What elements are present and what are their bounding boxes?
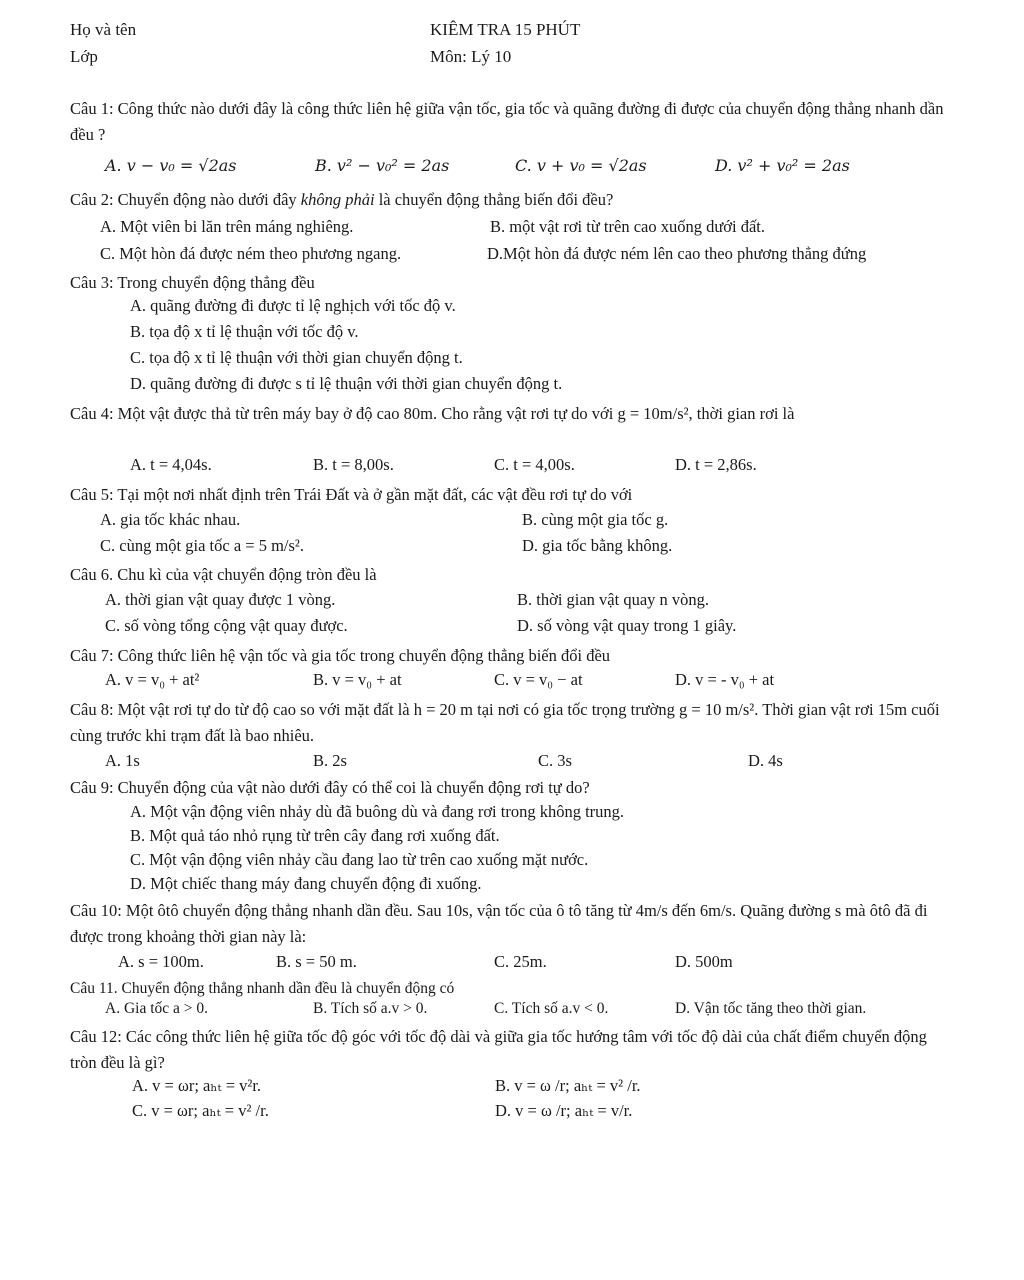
- option-a: A. Gia tốc a > 0.: [105, 1000, 209, 1017]
- option-c: C. 25m.: [494, 952, 547, 971]
- option-b: B. v = ω /r; aₕₜ = v² /r.: [495, 1076, 641, 1095]
- option-b: B. cùng một gia tốc g.: [522, 510, 669, 529]
- name-label: Họ và tên: [70, 20, 137, 39]
- option-c: C. t = 4,00s.: [494, 455, 575, 474]
- option-b: B. một vật rơi từ trên cao xuống dưới đất.: [490, 217, 765, 236]
- option-b: B. Một quả táo nhỏ rụng từ trên cây đang rơi xuống đất.: [130, 826, 500, 845]
- option-d: D. Một chiếc thang máy đang chuyển động đi xuống.: [130, 874, 482, 893]
- question-7: Câu 7: Công thức liên hệ vận tốc và gia tốc trong chuyển động thẳng biến đổi đều: [70, 646, 611, 665]
- question-1-options: [0, 156, 900, 180]
- option-b: B. s = 50 m.: [276, 952, 357, 971]
- exam-title: KIÊM TRA 15 PHÚT: [430, 20, 581, 39]
- option-a: A. Một vận động viên nhảy dù đã buông dù và đang rơi trong không trung.: [130, 802, 625, 821]
- question-8: Câu 8: Một vật rơi tự do từ độ cao so với mặt đất là h = 20 m tại nơi có gia tốc trọng trường g = 10 m/s². Thời gian vật rơi 15m cuối cùng trước khi trạm đất là bao nhiêu.: [70, 700, 940, 745]
- option-b: B. t = 8,00s.: [313, 455, 394, 474]
- option-d: D. gia tốc bằng không.: [522, 536, 673, 555]
- option-c: C. số vòng tổng cộng vật quay được.: [105, 616, 348, 635]
- question-10: Câu 10: Một ôtô chuyển động thẳng nhanh dần đều. Sau 10s, vận tốc của ô tô tăng từ 4m/s đến 6m/s. Quãng đường s mà ôtô đã đi được trong khoảng thời gian này là:: [70, 901, 928, 946]
- question-2-text-start: Câu 2: Chuyển động nào dưới đây: [70, 190, 301, 209]
- option-b: B. 2s: [313, 751, 347, 770]
- question-3-option-b-row: [0, 322, 900, 346]
- question-10-options: [0, 952, 900, 976]
- question-8-options: [0, 751, 900, 775]
- option-d: D. v² + v₀² = 2as: [715, 156, 850, 175]
- option-a: A. gia tốc khác nhau.: [100, 510, 241, 529]
- question-5-options-row-2: [0, 536, 900, 560]
- option-d: D. Vận tốc tăng theo thời gian.: [675, 1000, 867, 1017]
- option-a: A. v − v₀ = √2as: [105, 156, 237, 175]
- question-9-option-d-row: [0, 874, 900, 898]
- option-c: C. tọa độ x tỉ lệ thuận với thời gian chuyển động t.: [130, 348, 463, 367]
- option-a: A. t = 4,04s.: [130, 455, 212, 474]
- option-d: D. v = ω /r; aₕₜ = v/r.: [495, 1101, 633, 1120]
- option-c: C. Một vận động viên nhảy cầu đang lao từ trên cao xuống mặt nước.: [130, 850, 589, 869]
- option-d: D. 500m: [675, 952, 733, 971]
- option-d: D.Một hòn đá được ném lên cao theo phương thẳng đứng: [487, 244, 867, 263]
- option-c: C. v + v₀ = √2as: [515, 156, 647, 175]
- question-3-option-c-row: [0, 348, 900, 372]
- question-3: Câu 3: Trong chuyển động thẳng đều: [70, 273, 315, 292]
- option-a: A. thời gian vật quay được 1 vòng.: [105, 590, 336, 609]
- question-12-options-row-1: [0, 1076, 900, 1100]
- question-9-option-b-row: [0, 826, 900, 850]
- option-b: B. thời gian vật quay n vòng.: [517, 590, 710, 609]
- option-a: A. Một viên bi lăn trên máng nghiêng.: [100, 217, 354, 236]
- question-2-options-row-2: [0, 244, 900, 268]
- class-label: Lớp: [70, 47, 98, 66]
- question-11-options: [0, 1000, 900, 1024]
- option-b: B. tọa độ x tỉ lệ thuận với tốc độ v.: [130, 322, 359, 341]
- question-12-options-row-2: [0, 1101, 900, 1125]
- option-a: A. quãng đường đi được tỉ lệ nghịch với tốc độ v.: [130, 296, 456, 315]
- question-4: Câu 4: Một vật được thả từ trên máy bay ở độ cao 80m. Cho rằng vật rơi tự do với g = 10m/s², thời gian rơi là: [70, 404, 795, 423]
- question-2: [70, 187, 955, 213]
- option-d: D. t = 2,86s.: [675, 455, 757, 474]
- question-2-options-row-1: [0, 217, 900, 241]
- question-12: Câu 12: Các công thức liên hệ giữa tốc độ góc với tốc độ dài và giữa gia tốc hướng tâm với tốc độ dài của chất điểm chuyển động tròn đều là gì?: [70, 1027, 927, 1072]
- option-b: B. v = v₀ + at: [313, 670, 402, 689]
- question-9-option-c-row: [0, 850, 900, 874]
- question-3-option-d-row: [0, 374, 900, 398]
- question-2-emphasis: không phải: [300, 190, 375, 209]
- question-6: Câu 6. Chu kì của vật chuyển động tròn đều là: [70, 565, 377, 584]
- option-a: A. v = v₀ + at²: [105, 670, 200, 689]
- option-c: C. v = ωr; aₕₜ = v² /r.: [132, 1101, 269, 1120]
- question-5: Câu 5: Tại một nơi nhất định trên Trái Đất và ở gần mặt đất, các vật đều rơi tự do với: [70, 485, 633, 504]
- subject-label: Môn: Lý 10: [430, 47, 512, 66]
- option-b: B. Tích số a.v > 0.: [313, 1000, 428, 1017]
- question-3-option-a-row: [0, 296, 900, 320]
- question-4-options: [0, 455, 900, 479]
- option-a: A. v = ωr; aₕₜ = v²r.: [132, 1076, 262, 1095]
- option-b: B. v² − v₀² = 2as: [315, 156, 450, 175]
- question-2-text-end: là chuyển động thẳng biến đổi đều?: [374, 190, 614, 209]
- option-d: D. số vòng vật quay trong 1 giây.: [517, 616, 737, 635]
- option-d: D. 4s: [748, 751, 783, 770]
- question-9: Câu 9: Chuyển động của vật nào dưới đây có thể coi là chuyển động rơi tự do?: [70, 778, 590, 797]
- question-7-options: [0, 670, 900, 694]
- option-c: C. Tích số a.v < 0.: [494, 1000, 609, 1017]
- question-9-option-a-row: [0, 802, 900, 826]
- question-1: Câu 1: Công thức nào dưới đây là công thức liên hệ giữa vận tốc, gia tốc và quãng đường đi được của chuyển động thẳng nhanh dần đều ?: [70, 99, 944, 144]
- question-11: Câu 11. Chuyển động thẳng nhanh dần đều là chuyển động có: [70, 980, 455, 997]
- option-d: D. quãng đường đi được s tỉ lệ thuận với thời gian chuyển động t.: [130, 374, 563, 393]
- option-c: C. v = v₀ − at: [494, 670, 583, 689]
- question-5-options-row-1: [0, 510, 900, 534]
- option-d: D. v = - v₀ + at: [675, 670, 775, 689]
- option-c: C. cùng một gia tốc a = 5 m/s².: [100, 536, 304, 555]
- question-6-options-row-2: [0, 616, 900, 640]
- option-a: A. 1s: [105, 751, 140, 770]
- option-a: A. s = 100m.: [118, 952, 204, 971]
- option-c: C. Một hòn đá được ném theo phương ngang.: [100, 244, 402, 263]
- option-c: C. 3s: [538, 751, 572, 770]
- question-6-options-row-1: [0, 590, 900, 614]
